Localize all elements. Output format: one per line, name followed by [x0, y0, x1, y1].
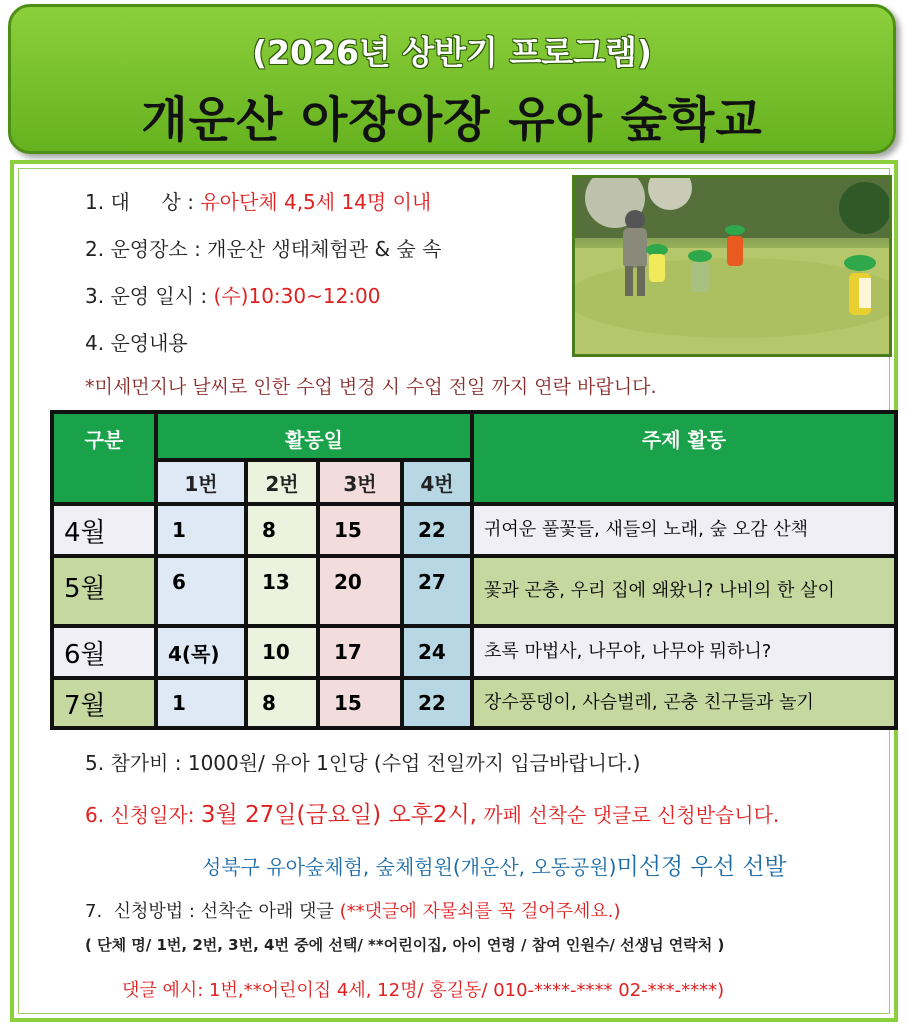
row-day-1: 6	[156, 556, 246, 626]
col-activity-day-header: 활동일	[156, 412, 472, 460]
sub-header-4: 4번	[402, 460, 472, 504]
priority-line	[202, 848, 787, 881]
target-value: 유아단체 4,5세 14명 이내	[200, 190, 432, 214]
schedule-value: (수)10:30~12:00	[213, 284, 381, 308]
content-heading: 4. 운영내용	[85, 331, 188, 355]
target-label: 1. 대 상 :	[85, 190, 194, 214]
venue-line: 2. 운영장소 : 개운산 생태체험관 & 숲 속	[85, 237, 442, 261]
table-row	[52, 626, 896, 678]
row-month: 7월	[52, 678, 156, 728]
row-month: 6월	[52, 626, 156, 678]
weather-notice: *미세먼지나 날씨로 인한 수업 변경 시 수업 전일 까지 연락 바랍니다.	[85, 376, 657, 398]
application-date-line	[85, 796, 779, 829]
method-detail: ( 단체 명/ 1번, 2번, 3번, 4번 중에 선택/ **어린이집, 아이 연령 / 참여 인원수/ 선생님 연락처 )	[85, 936, 725, 954]
schedule-line	[85, 280, 381, 309]
row-day-1: 1	[156, 678, 246, 728]
priority-text: 성북구 유아숲체험, 숲체험원(개운산, 오동공원)	[202, 855, 617, 879]
row-day-1: 1	[156, 504, 246, 556]
schedule-table	[50, 410, 898, 730]
sub-header-2: 2번	[246, 460, 318, 504]
sub-header-1: 1번	[156, 460, 246, 504]
fee-line: 5. 참가비 : 1000원/ 유아 1인당 (수업 전일까지 입금바랍니다.)	[85, 751, 641, 775]
priority-highlight: 미선정 우선 선발	[616, 854, 787, 880]
row-theme: 귀여운 풀꽃들, 새들의 노래, 숲 오감 산책	[472, 504, 896, 556]
row-day-3: 20	[318, 556, 402, 626]
sub-header-3: 3번	[318, 460, 402, 504]
row-theme: 초록 마법사, 나무야, 나무야 뭐하니?	[472, 626, 896, 678]
row-month: 5월	[52, 556, 156, 626]
row-day-3: 15	[318, 504, 402, 556]
children-forest-photo	[572, 175, 892, 357]
row-day-2: 8	[246, 678, 318, 728]
table-row	[52, 678, 896, 728]
row-theme: 꽃과 곤충, 우리 집에 왜왔니? 나비의 한 살이	[472, 556, 896, 626]
row-day-2: 8	[246, 504, 318, 556]
comment-example: 댓글 예시: 1번,**어린이집 4세, 12명/ 홍길동/ 010-****-**** 02-***-****)	[122, 980, 725, 1001]
table-row	[52, 556, 896, 626]
row-day-4: 27	[402, 556, 472, 626]
row-day-1: 4(목)	[156, 626, 246, 678]
row-theme: 장수풍뎅이, 사슴벌레, 곤충 친구들과 놀기	[472, 678, 896, 728]
row-day-3: 17	[318, 626, 402, 678]
row-day-2: 13	[246, 556, 318, 626]
title-banner	[8, 4, 896, 154]
row-day-4: 22	[402, 678, 472, 728]
schedule-label: 3. 운영 일시 :	[85, 284, 208, 308]
method-label: 7. 신청방법 : 선착순 아래 댓글	[85, 901, 340, 922]
col-theme-header: 주제 활동	[472, 412, 896, 504]
row-day-4: 24	[402, 626, 472, 678]
program-subtitle: (2026년 상반기 프로그램)	[251, 33, 652, 72]
application-date-value: 3월 27일(금요일) 오후2시,	[200, 802, 477, 828]
method-line	[85, 897, 621, 923]
application-date-label: 6. 신청일자:	[85, 803, 201, 827]
row-day-3: 15	[318, 678, 402, 728]
row-day-4: 22	[402, 504, 472, 556]
row-day-2: 10	[246, 626, 318, 678]
application-date-method: 까페 선착순 댓글로 신청받습니다.	[477, 803, 780, 827]
row-month: 4월	[52, 504, 156, 556]
photo-illustration	[575, 178, 889, 354]
method-note: (**댓글에 자물쇠를 꼭 걸어주세요.)	[339, 901, 621, 922]
table-row	[52, 504, 896, 556]
program-title: 개운산 아장아장 유아 숲학교	[141, 92, 763, 148]
col-category-header: 구분	[52, 412, 156, 504]
target-line	[85, 186, 431, 215]
